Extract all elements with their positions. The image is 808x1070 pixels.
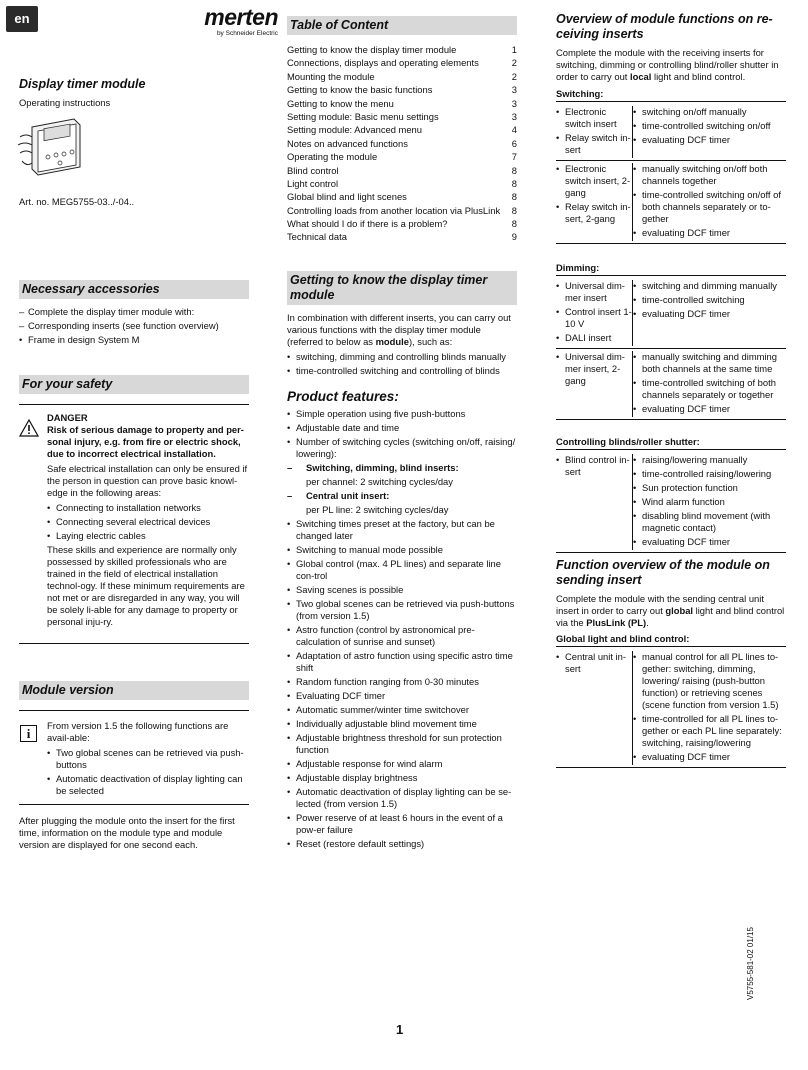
getting-to-know-section xyxy=(287,271,517,379)
insert-item: • Blind control in-sert xyxy=(556,454,632,478)
toc-page: 8 xyxy=(511,177,517,189)
info-rule xyxy=(19,710,249,711)
insert-item: • Electronic switch insert, 2-gang xyxy=(556,163,632,199)
list-item: • Automatic summer/winter time switchover xyxy=(287,704,517,716)
sending-heading: Function overview of the module on sending insert xyxy=(556,558,770,587)
toc-row xyxy=(287,165,517,178)
product-title: Display timer module xyxy=(19,77,146,91)
article-number: Art. no. MEG5755-03../-04.. xyxy=(19,196,135,207)
features-heading: Product features: xyxy=(287,389,399,404)
function-item: • disabling blind movement (with magnetic contact) xyxy=(633,510,786,534)
table-end-rule xyxy=(556,419,786,420)
toc-row xyxy=(287,151,517,164)
insert-list xyxy=(556,454,633,550)
table-row xyxy=(556,278,786,348)
toc-page: 6 xyxy=(511,137,517,149)
insert-item: • DALI insert xyxy=(556,332,632,344)
table-row xyxy=(556,104,786,160)
table-end-rule xyxy=(556,552,786,553)
product-header xyxy=(19,77,249,109)
brand-name: merten xyxy=(204,4,278,30)
intro-bold: local xyxy=(630,71,652,82)
list-item: • Power reserve of at least 6 hours in the event of a pow-er failure xyxy=(287,812,517,836)
list-item: • Connecting several electrical devices xyxy=(47,516,249,528)
function-item: • time-controlled raising/lowering xyxy=(633,468,786,480)
toc-page: 4 xyxy=(511,124,517,136)
info-rule-bottom xyxy=(19,804,249,805)
toc-row xyxy=(287,111,517,124)
info-block xyxy=(47,720,249,799)
table-title: Controlling blinds/roller shutter: xyxy=(556,436,786,450)
function-item: • evaluating DCF timer xyxy=(633,134,786,146)
list-item: • Global control (max. 4 PL lines) and separate line con-trol xyxy=(287,558,517,582)
safety-paragraph-2: These skills and experience are normally only possessed by skilled professionals who are trained in the field of electrical installation technol-ogy. If these minimum requirements are not met or are disregarded in any way, you will be solely li-able for any damage to property or personal inju-ry. xyxy=(47,544,245,627)
module-version-heading: Module version xyxy=(19,681,249,700)
toc-row xyxy=(287,138,517,151)
function-item: • manual control for all PL lines to-gether: switching, dimming, lowering/ raising (push-button function) or retrieving scenes (scene function from version 1.5) xyxy=(633,651,786,711)
brand-logo xyxy=(180,5,278,45)
list-item: • Adjustable brightness threshold for sun protection function xyxy=(287,732,517,756)
global-table xyxy=(556,633,786,768)
list-item: • Saving scenes is possible xyxy=(287,584,517,596)
toc-title: Global blind and light scenes xyxy=(287,191,407,203)
safety-section xyxy=(19,375,249,394)
toc-page: 1 xyxy=(511,44,517,55)
features-section xyxy=(287,389,517,852)
info-text: From version 1.5 the following functions are avail-able: xyxy=(47,720,229,743)
function-list xyxy=(633,106,786,158)
insert-list xyxy=(556,163,633,241)
table-title: Switching: xyxy=(556,88,786,102)
function-item: • raising/lowering manually xyxy=(633,454,786,466)
language-tag: en xyxy=(6,6,38,32)
intro-text: In combination with different inserts, you can carry out various functions with the display timer module (referred to below as xyxy=(287,312,511,347)
list-item: • Frame in design System M xyxy=(19,334,249,346)
function-item: • time-controlled switching of both channels separately or together xyxy=(633,377,786,401)
list-item: • time-controlled switching and controlling of blinds xyxy=(287,365,517,377)
accessories-section xyxy=(19,280,249,348)
dimming-table xyxy=(556,262,786,420)
toc-title: Getting to know the display timer module xyxy=(287,44,457,55)
toc-row xyxy=(287,57,517,70)
table-end-rule xyxy=(556,243,786,244)
info-icon: i xyxy=(20,725,37,742)
list-item: • Switching times preset at the factory, but can be changed later xyxy=(287,518,517,542)
list-item: • Two global scenes can be retrieved via push-buttons (from version 1.5) xyxy=(287,598,517,622)
page-number: 1 xyxy=(396,1022,404,1037)
getting-to-know-intro xyxy=(287,312,517,348)
insert-item: • Electronic switch insert xyxy=(556,106,632,130)
function-item: • switching on/off manually xyxy=(633,106,786,118)
table-title: Dimming: xyxy=(556,262,786,276)
danger-block xyxy=(47,412,249,631)
toc-row xyxy=(287,205,517,218)
list-item: • Reset (restore default settings) xyxy=(287,838,517,850)
function-item: • time-controlled switching xyxy=(633,294,786,306)
insert-item: • Control insert 1-10 V xyxy=(556,306,632,330)
intro-text: Complete the module with the sending central unit insert in order to carry out xyxy=(556,593,764,616)
features-list-b xyxy=(287,518,517,850)
toc-row xyxy=(287,218,517,231)
toc-title: Blind control xyxy=(287,164,339,176)
list-subitem: – Central unit insert: xyxy=(287,490,517,502)
function-item: • evaluating DCF timer xyxy=(633,536,786,548)
toc-title: Mounting the module xyxy=(287,70,375,82)
intro-text-mid: light and blind control via the xyxy=(556,605,785,628)
function-list xyxy=(633,651,786,765)
function-item: • manually switching on/off both channels together xyxy=(633,163,786,187)
getting-to-know-heading: Getting to know the display timer module xyxy=(287,271,517,305)
module-version-section xyxy=(19,681,249,700)
switching-table xyxy=(556,88,786,244)
function-item: • time-controlled switching on/off of both channels separately or to-gether xyxy=(633,189,786,225)
danger-rule-bottom xyxy=(19,643,249,644)
list-item: • Simple operation using five push-buttons xyxy=(287,408,517,420)
table-title: Global light and blind control: xyxy=(556,633,786,647)
function-item: • evaluating DCF timer xyxy=(633,227,786,239)
intro-text-end: light and blind control. xyxy=(651,71,746,82)
function-item: • switching and dimming manually xyxy=(633,280,786,292)
insert-list xyxy=(556,651,633,765)
table-row xyxy=(556,348,786,419)
intro-bold: global xyxy=(665,605,694,616)
list-item: • Astro function (control by astronomical pre-calculation of sunrise and sunset) xyxy=(287,624,517,648)
function-list xyxy=(633,163,786,241)
intro-text: Complete the module with the receiving inserts for switching, dimming or controlling blind/roller shutter in order to carry out xyxy=(556,47,779,82)
toc-page: 8 xyxy=(511,218,517,230)
toc-row xyxy=(287,98,517,111)
toc-title: Getting to know the basic functions xyxy=(287,84,433,96)
function-item: • Sun protection function xyxy=(633,482,786,494)
insert-item: • Central unit in-sert xyxy=(556,651,632,675)
toc-page: 8 xyxy=(511,164,517,176)
list-item: • Automatic deactivation of display lighting can be selected xyxy=(47,773,249,797)
list-item: • Two global scenes can be retrieved via push-buttons xyxy=(47,747,249,771)
function-item: • evaluating DCF timer xyxy=(633,403,786,415)
function-item: • Wind alarm function xyxy=(633,496,786,508)
safety-heading: For your safety xyxy=(19,375,249,394)
toc-page: 2 xyxy=(511,57,517,69)
function-item: • evaluating DCF timer xyxy=(633,751,786,763)
list-item: • Connecting to installation networks xyxy=(47,502,249,514)
toc-section xyxy=(287,16,517,245)
table-row xyxy=(556,160,786,243)
toc-page: 7 xyxy=(511,151,517,163)
list-item: • Switching to manual mode possible xyxy=(287,544,517,556)
list-item: – Corresponding inserts (see function overview) xyxy=(19,320,249,332)
insert-item: • Universal dim-mer insert, 2-gang xyxy=(556,351,632,387)
toc-title: Setting module: Advanced menu xyxy=(287,124,422,136)
function-item: • manually switching and dimming both channels at the same time xyxy=(633,351,786,375)
document-code: V5755-581-02 01/15 xyxy=(746,927,755,1000)
toc-title: Operating the module xyxy=(287,151,378,163)
list-subitem: – Switching, dimming, blind inserts: xyxy=(287,462,517,474)
function-item: • evaluating DCF timer xyxy=(633,308,786,320)
insert-item: • Relay switch in-sert xyxy=(556,132,632,156)
toc-title: Light control xyxy=(287,177,339,189)
function-list xyxy=(633,351,786,417)
list-subitem-text: per PL line: 2 switching cycles/day xyxy=(306,504,449,515)
danger-rule xyxy=(19,404,249,405)
toc-row xyxy=(287,44,517,57)
device-illustration xyxy=(14,117,86,187)
toc-title: Controlling loads from another location via PlusLink xyxy=(287,204,501,216)
table-row xyxy=(556,452,786,552)
intro-bold-2: PlusLink (PL) xyxy=(586,617,647,628)
list-item: • Automatic deactivation of display lighting can be se-lected (from version 1.5) xyxy=(287,786,517,810)
toc-page: 3 xyxy=(511,97,517,109)
list-item: • Adaptation of astro function using specific astro time shift xyxy=(287,650,517,674)
list-item: • Laying electric cables xyxy=(47,530,249,542)
toc-row xyxy=(287,124,517,137)
list-item: • Individually adjustable blind movement time xyxy=(287,718,517,730)
overview-section xyxy=(556,12,786,86)
function-list xyxy=(633,454,786,550)
list-item: • Random function ranging from 0-30 minutes xyxy=(287,676,517,688)
function-item: • time-controlled for all PL lines to-gether or each PL line separately: switching, raising/lowering xyxy=(633,713,786,749)
toc-row xyxy=(287,178,517,191)
overview-intro xyxy=(556,47,786,83)
intro-text-end: ), such as: xyxy=(408,336,453,347)
module-version-paragraph: After plugging the module onto the insert for the first time, information on the module type and module version are displayed for one second each. xyxy=(19,815,235,850)
toc-title: Connections, displays and operating elements xyxy=(287,57,479,69)
sending-section xyxy=(556,558,786,632)
safety-paragraph: Safe electrical installation can only be ensured if the person in question can prove basic knowl-edge in the following areas: xyxy=(47,463,248,498)
insert-item: • Universal dim-mer insert xyxy=(556,280,632,304)
function-item: • time-controlled switching on/off xyxy=(633,120,786,132)
toc-page: 3 xyxy=(511,84,517,96)
insert-item: • Relay switch in-sert, 2-gang xyxy=(556,201,632,225)
list-item: • Number of switching cycles (switching on/off, raising/ lowering): xyxy=(287,436,517,460)
features-list xyxy=(287,408,517,516)
insert-list xyxy=(556,280,633,346)
toc-title: Notes on advanced functions xyxy=(287,137,408,149)
list-item: • switching, dimming and controlling blinds manually xyxy=(287,351,517,363)
toc-heading: Table of Content xyxy=(287,16,517,35)
list-subitem-text: per channel: 2 switching cycles/day xyxy=(306,476,453,487)
toc-row xyxy=(287,191,517,204)
function-list xyxy=(633,280,786,346)
toc-title: Setting module: Basic menu settings xyxy=(287,110,439,122)
product-subtitle: Operating instructions xyxy=(19,97,111,108)
toc-row xyxy=(287,71,517,84)
list-item: • Adjustable date and time xyxy=(287,422,517,434)
table-end-rule xyxy=(556,767,786,768)
insert-list xyxy=(556,351,633,417)
accessories-heading: Necessary accessories xyxy=(19,280,249,299)
toc-row xyxy=(287,84,517,97)
toc-title: Getting to know the menu xyxy=(287,97,394,109)
toc-page: 2 xyxy=(511,70,517,82)
brand-sub: by Schneider Electric xyxy=(216,30,278,37)
danger-label: DANGER xyxy=(47,412,88,423)
warning-icon xyxy=(19,419,39,437)
intro-bold: module xyxy=(375,336,409,347)
danger-text: Risk of serious damage to property and per-sonal injury, e.g. from fire or electric shock, due to incorrect electrical installation. xyxy=(47,424,244,459)
toc-page: 8 xyxy=(511,204,517,216)
list-item: – Complete the display timer module with: xyxy=(19,306,249,318)
toc-title: Technical data xyxy=(287,231,347,243)
toc-page: 9 xyxy=(511,231,517,243)
blinds-table xyxy=(556,436,786,553)
list-item: • Adjustable response for wind alarm xyxy=(287,758,517,770)
overview-heading: Overview of module functions on re-ceiving inserts xyxy=(556,12,773,41)
intro-text-end: . xyxy=(646,617,649,628)
toc-row xyxy=(287,231,517,244)
list-item: • Evaluating DCF timer xyxy=(287,690,517,702)
toc-page: 8 xyxy=(511,191,517,203)
list-item: • Adjustable display brightness xyxy=(287,772,517,784)
table-row xyxy=(556,649,786,767)
sending-intro xyxy=(556,593,786,629)
toc-list xyxy=(287,44,517,245)
toc-page: 3 xyxy=(511,110,517,122)
insert-list xyxy=(556,106,633,158)
toc-title: What should I do if there is a problem? xyxy=(287,218,448,230)
